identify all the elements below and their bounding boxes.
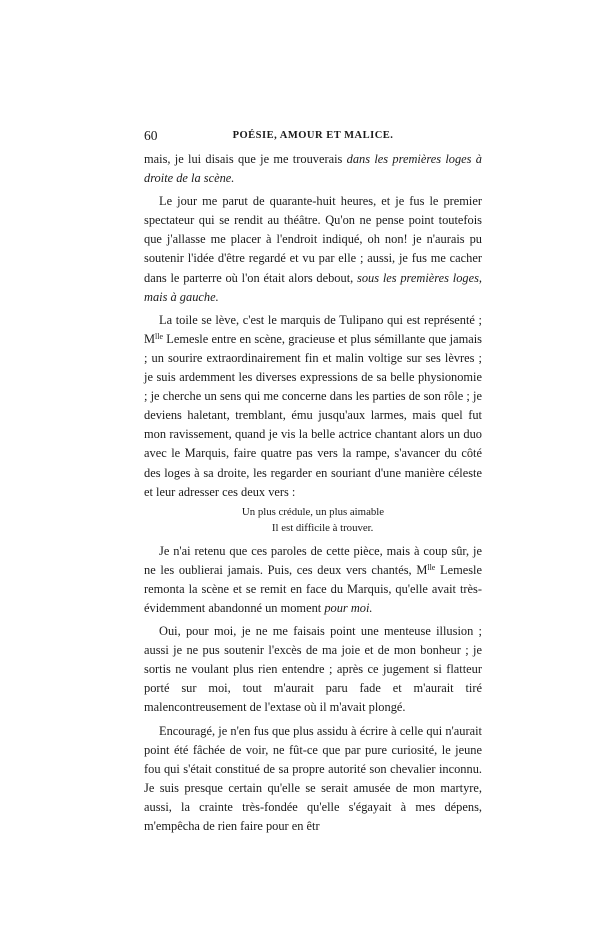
text-run: Je n'ai retenu que ces paroles de cette pièce, mais à coup sûr, je ne les oublierai jamais. Puis, ces deux vers chantés, M (144, 543, 482, 577)
page-header (144, 128, 482, 146)
italic-text: sous les premières loges, mais à gauche. (144, 270, 483, 304)
verse-block (144, 502, 482, 542)
superscript-text: lle (155, 331, 164, 341)
text-run: Lemesle entre en scène, gracieuse et plus sémillante que jamais ; un sourire extraordinairement fin et malin voltige sur ses lèvres ; je suis ardemment les diverses expressions de sa belle physionomie ; je cherche un sens qui me concerne dans les parties de son rôle ; je deviens haletant, tremblant, ému jusqu'aux larmes, mais quel fut mon ravissement, quand je vis la belle actrice chantant alors un duo avec le Marquis, faire quatre pas vers la rampe, s'avancer du côté des loges à sa droite, les regarder en souriant d'une manière céleste et leur adresser ces deux vers : (144, 331, 482, 499)
text-run: Lemesle remonta la scène et se remit en face du Marquis, qu'elle avait très-évidemment abandonné un moment (144, 562, 482, 615)
paragraph (144, 150, 482, 188)
italic-text: dans les premières loges à droite de la scène. (144, 152, 483, 186)
verse-lines (242, 504, 384, 536)
paragraph (144, 542, 482, 618)
superscript-text: lle (427, 562, 436, 572)
paragraphs-after-verse (144, 542, 482, 836)
body-text (144, 150, 482, 836)
verse-line: Un plus crédule, un plus aimable (241, 505, 385, 518)
paragraph (144, 192, 482, 307)
page-number: 60 (144, 128, 158, 143)
text-run: Le jour me parut de quarante-huit heures, et je fus le premier spectateur qui se rendit au théâtre. Qu'on ne pense point toutefois que j'allasse me placer à l'endroit indiqué, oh non! je n'aurais pu soutenir l'idée d'être regardé et vu par elle ; aussi, je fus me cacher dans le parterre où l'on était alors debout, (144, 194, 482, 285)
verse-line: Il est difficile à trouver. (271, 521, 374, 534)
text-run: La toile se lève, c'est le marquis de Tulipano qui est représenté ; M (144, 312, 482, 346)
paragraphs-before-verse (144, 150, 482, 502)
paragraph (144, 722, 482, 837)
text-run: Oui, pour moi, je ne me faisais point une menteuse illusion ; aussi je ne pus soutenir l'excès de ma joie et de mon bonheur ; je sortis ne voulant plus rien entendre ; après ce jugement si flatteur porté sur moi, tout m'aurait paru fade et m'aurait tiré malencontreusement de l'extase où il m'avait plongé. (144, 624, 482, 715)
paragraph (144, 622, 482, 717)
paragraph (144, 311, 482, 502)
text-run: mais, je lui disais que je me trouverais (144, 152, 347, 166)
running-title: POÉSIE, AMOUR ET MALICE. (232, 130, 394, 141)
text-run: Encouragé, je n'en fus que plus assidu à écrire à celle qui n'aurait point été fâchée de voir, ne fût-ce que par pure curiosité, le jeune fou qui s'était constitué de sa propre autorité son chevalier inconnu. Je suis presque certain qu'elle se serait amusée de mon martyre, aussi, la crainte très-fondée qu'elle s'égayait à mes dépens, m'empêcha de rien faire pour en êtr (144, 723, 482, 833)
italic-text: pour moi. (324, 600, 373, 615)
